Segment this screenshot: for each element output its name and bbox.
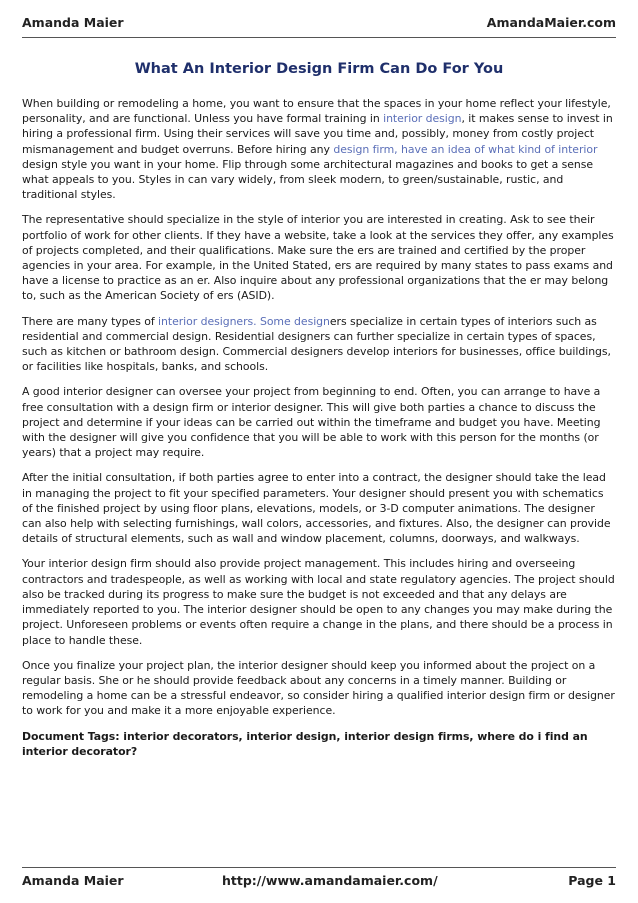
text-span: When building or remodeling a home, you want to ensure that the spaces in your home reflect your lifestyle, personality, and are functional. Unless you have formal training in <box>22 97 611 126</box>
footer-url[interactable]: http://www.amandamaier.com/ <box>222 873 438 888</box>
text-span: , it makes sense to invest in hiring a professional firm. Using their services will save you time and, possibly, money from costly project mismanagement and budget overruns. Before hiring any <box>22 112 613 156</box>
paragraph-3 <box>22 314 617 375</box>
page-header <box>22 15 616 30</box>
footer-author: Amanda Maier <box>22 873 124 888</box>
article-body <box>22 96 617 769</box>
paragraph-2: The representative should specialize in the style of interior you are interested in creating. Ask to see their portfolio of work for other clients. If they have a website, take a look at the services they offer, any examples of projects completed, and their qualifications. Make sure the ers are trained and certified by the proper agencies in your area. For example, in the United Stated, ers are required by many states to pass exams and have a license to practice as an er. Also inquire about any professional organizations that the er may belong to, such as the American Society of ers (ASID). <box>22 213 614 303</box>
page-title: What An Interior Design Firm Can Do For You <box>134 61 504 77</box>
paragraph-6: Your interior design firm should also provide project management. This includes hiring and overseeing contractors and tradespeople, as well as working with local and state regulatory agencies. The project should also be tracked during its progress to make sure the budget is not exceeded and that any delays are immediately reported to you. The interior designer should be open to any changes you may make during the project. Unforeseen problems or events often require a change in the plans, and there should be a process in place to handle these. <box>22 557 615 647</box>
text-span: There are many types of <box>22 314 159 328</box>
link-interior-design[interactable]: interior design <box>383 112 462 126</box>
paragraph-4: A good interior designer can oversee your project from beginning to end. Often, you can arrange to have a free consultation with a design firm or interior designer. This will give both parties a chance to discuss the project and determine if your ideas can be carried out within the timeframe and budget you have. Meeting with the designer will give you confidence that you will be able to work with this person for the months (or years) that a project may require. <box>22 385 601 460</box>
page-number: Page 1 <box>568 873 616 888</box>
header-divider <box>22 37 616 38</box>
text-span: ers specialize in certain types of interiors such as residential and commercial design. Residential designers can further specialize in certain types of spaces, such as kitchen or bathroom design. Commercial designers develop interiors for businesses, office buildings, or facilities like hospitals, banks, and schools. <box>22 314 611 374</box>
paragraph-1 <box>22 96 617 202</box>
footer-divider <box>22 867 616 868</box>
header-site: AmandaMaier.com <box>486 15 616 30</box>
paragraph-5: After the initial consultation, if both parties agree to enter into a contract, the designer should take the lead in managing the project to fit your specified parameters. Your designer should present you with schematics of the finished project by using floor plans, elevations, models, or 3-D computer animations. The designer can also help with selecting furnishings, wall colors, accessories, and fixtures. Also, the designer can provide details of structural elements, such as wall and window placement, columns, doorways, and walkways. <box>22 471 611 546</box>
text-span: design style you want in your home. Flip through some architectural magazines and books to get a sense what appeals to you. Styles in can vary widely, from sleek modern, to green/sustainable, rustic, and traditional styles. <box>22 157 594 202</box>
link-design-firm[interactable]: design firm, have an idea of what kind of interior <box>333 142 598 156</box>
document-tags: Document Tags: interior decorators, interior design, interior design firms, where do i find an interior decorator? <box>22 729 588 758</box>
link-interior-designers[interactable]: interior designers. Some design <box>158 314 330 328</box>
header-author: Amanda Maier <box>22 15 124 30</box>
paragraph-7: Once you finalize your project plan, the interior designer should keep you informed about the project on a regular basis. She or he should provide feedback about any concerns in a timely manner. Building or remodeling a home can be a stressful endeavor, so consider hiring a qualified interior design firm or designer to work for you and make it a more enjoyable experience. <box>22 658 615 718</box>
